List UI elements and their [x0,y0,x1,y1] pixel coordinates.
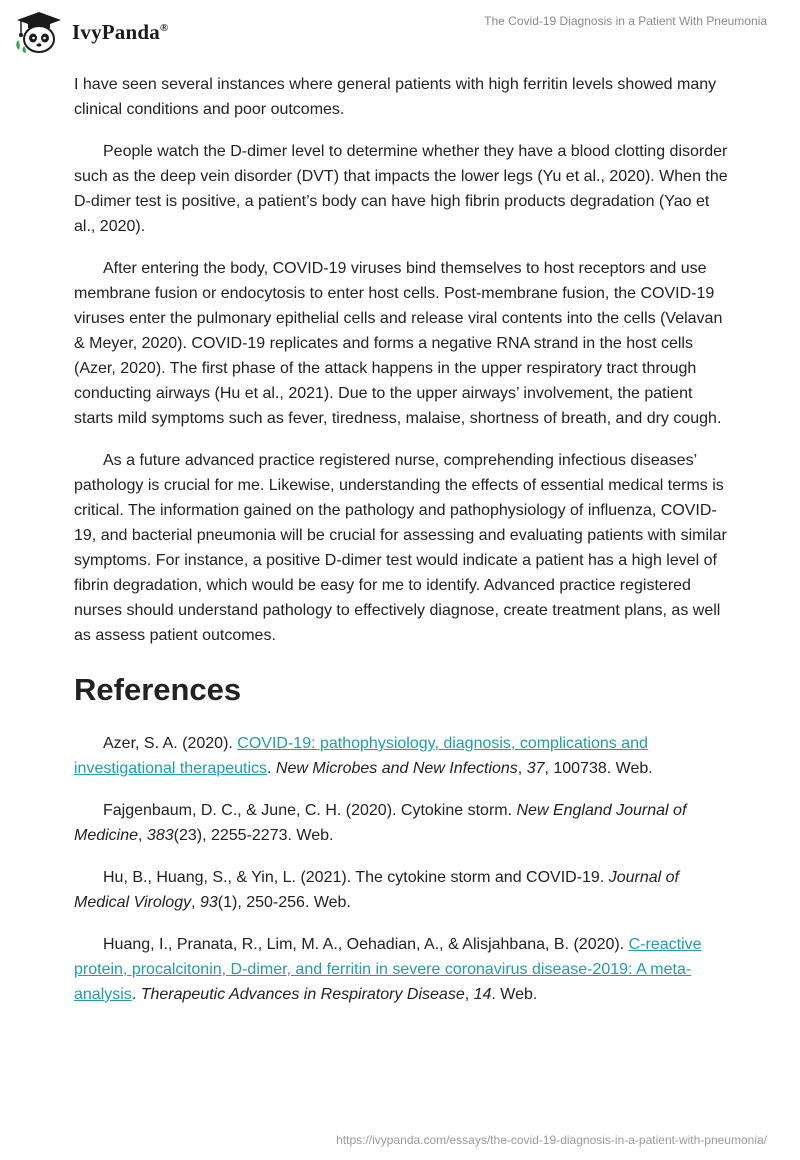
document-title: The Covid-19 Diagnosis in a Patient With Pneumonia [484,14,767,28]
reference-azer-link[interactable]: COVID-19: pathophysiology, diagnosis, complications and investigational therapeutics [74,735,648,777]
essay-content [74,72,728,1024]
reference-azer: Azer, S. A. (2020). COVID-19: pathophysiology, diagnosis, complications and investigational therapeutics. New Microbes and New Infections, 37, 100738. Web. [74,735,653,777]
ivypanda-logo[interactable] [14,10,168,54]
registered-mark: ® [159,21,169,34]
reference-fajgenbaum: Fajgenbaum, D. C., & June, C. H. (2020). Cytokine storm. New England Journal of Medicine, 383(23), 2255-2273. Web. [74,802,687,844]
panda-graduate-icon [14,10,64,54]
reference-huang: Huang, I., Pranata, R., Lim, M. A., Oehadian, A., & Alisjahbana, B. (2020). C-reactive protein, procalcitonin, D-dimer, and ferritin in severe coronavirus disease-2019: A meta-analysis. Therapeutic Advances in Respiratory Disease, 14. Web. [74,936,702,1003]
brand-name: IvyPanda® [72,19,169,44]
reference-hu: Hu, B., Huang, S., & Yin, L. (2021). The cytokine storm and COVID-19. Journal of Medical Virology, 93(1), 250-256. Web. [74,869,679,911]
page-header [0,0,800,70]
references-heading: References [74,672,242,707]
paragraph-d-dimer: People watch the D-dimer level to determine whether they have a blood clotting disorder such as the deep vein disorder (DVT) that impacts the lower legs (Yu et al., 2020). When the D-dimer test is positive, a patient’s body can have high fibrin products degradation (Yao et al., 2020). [74,143,728,235]
paragraph-covid-entry: After entering the body, COVID-19 viruses bind themselves to host receptors and use membrane fusion or endocytosis to enter host cells. Post-membrane fusion, the COVID-19 viruses enter the pulmonary epithelial cells and release viral contents into the cells (Velavan & Meyer, 2020). COVID-19 replicates and forms a negative RNA strand in the host cells (Azer, 2020). The first phase of the attack happens in the upper respiratory tract through conducting airways (Hu et al., 2021). Due to the upper airways’ involvement, the patient starts mild symptoms such as fever, tiredness, malaise, shortness of breath, and dry cough. [74,260,723,427]
paragraph-aprn-reflection: As a future advanced practice registered nurse, comprehending infectious diseases’ pathology is crucial for me. Likewise, understanding the effects of essential medical terms is critical. The information gained on the pathology and pathophysiology of influenza, COVID-19, and bacterial pneumonia will be crucial for assessing and evaluating patients with similar symptoms. For instance, a positive D-dimer test would indicate a patient has a high level of fibrin degradation, which would be easy for me to identify. Advanced practice registered nurses should understand pathology to effectively diagnose, create treatment plans, as well as assess patient outcomes. [74,452,727,644]
source-url[interactable]: https://ivypanda.com/essays/the-covid-19-diagnosis-in-a-patient-with-pneumonia/ [336,1133,767,1147]
paragraph-ferritin: I have seen several instances where general patients with high ferritin levels showed many clinical conditions and poor outcomes. [74,76,717,118]
reference-huang-link[interactable]: C-reactive protein, procalcitonin, D-dimer, and ferritin in severe coronavirus disease-2019: A meta-analysis [74,936,702,1003]
